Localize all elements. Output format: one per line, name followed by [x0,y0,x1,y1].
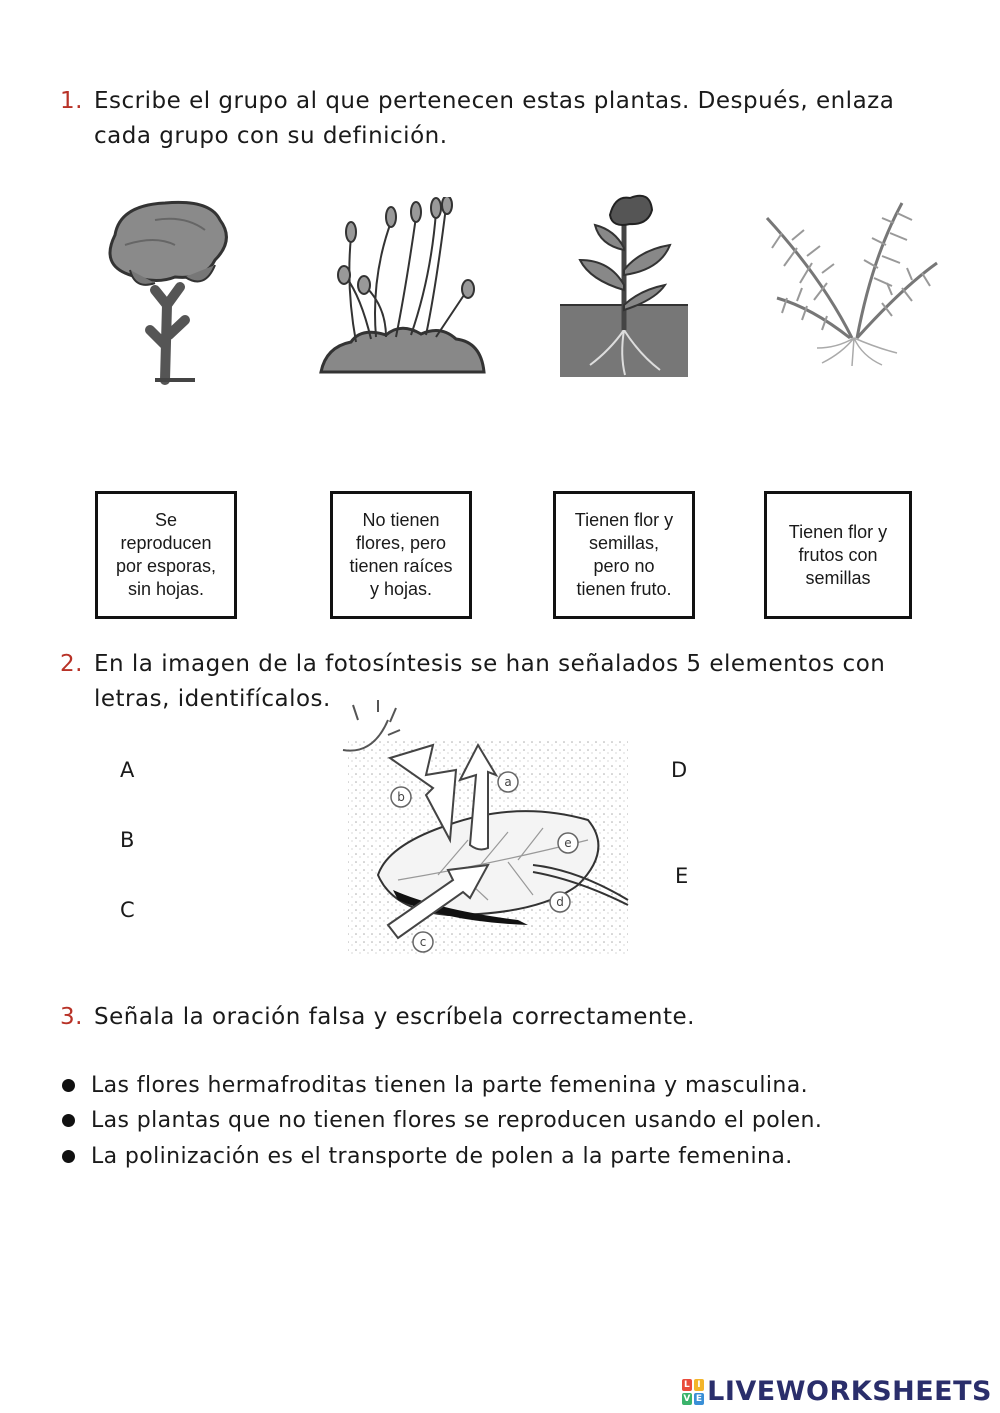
fern-icon [762,198,940,368]
statement-2[interactable] [60,1108,822,1133]
logo-icon: L I V E [683,1379,703,1404]
statement-text: Las flores hermafroditas tienen la parte femenina y masculina. [91,1073,809,1098]
logo-text: LIVEWORKSHEETS [707,1376,992,1407]
diagram-label-c: c [419,935,427,949]
definition-box-4[interactable]: Tienen flor y frutos con semillas [764,491,912,619]
liveworksheets-logo [682,1376,992,1407]
definition-box-2[interactable]: No tienen flores, pero tienen raíces y hojas. [330,491,472,619]
diagram-label-b: b [397,790,405,804]
photosynthesis-diagram [338,700,630,958]
bullet-icon [62,1114,75,1127]
answer-label-d: D [671,758,688,782]
answer-label-c: C [120,898,135,922]
question-text: Señala la oración falsa y escríbela correctamente. [94,1004,695,1030]
statement-3[interactable] [60,1144,793,1169]
statement-1[interactable] [60,1073,808,1098]
flowering-plant-icon [560,190,688,377]
statement-text: La polinización es el transporte de polen a la parte femenina. [91,1144,793,1169]
diagram-label-a: a [504,775,512,789]
diagram-label-e: e [564,836,572,850]
question-text-line1: En la imagen de la fotosíntesis se han señalados 5 elementos con [94,651,886,677]
question-text-line2: letras, identifícalos. [94,686,331,712]
question-text-line1: Escribe el grupo al que pertenecen estas plantas. Después, enlaza [94,88,895,114]
bullet-icon [62,1150,75,1163]
definition-box-3[interactable]: Tienen flor y semillas, pero no tienen fruto. [553,491,695,619]
moss-icon [316,197,486,377]
answer-label-b: B [120,828,135,852]
answer-label-a: A [120,758,135,782]
statement-text: Las plantas que no tienen flores se reproducen usando el polen. [91,1108,823,1133]
diagram-label-d: d [556,895,564,909]
bullet-icon [62,1079,75,1092]
question-number: 1. [60,88,83,114]
question-3 [60,1000,695,1035]
question-number: 2. [60,651,83,677]
question-text-line2: cada grupo con su definición. [94,123,448,149]
definition-box-1[interactable]: Se reproducen por esporas, sin hojas. [95,491,237,619]
question-1 [60,84,894,154]
tree-icon [95,195,245,387]
answer-label-e: E [675,864,689,888]
question-number: 3. [60,1004,83,1030]
